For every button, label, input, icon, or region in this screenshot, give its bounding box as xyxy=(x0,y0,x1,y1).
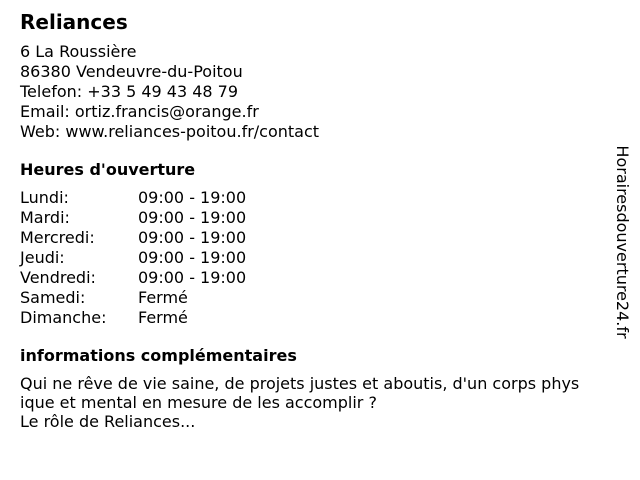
business-card xyxy=(20,10,600,431)
day-time: Fermé xyxy=(138,308,188,327)
address-line-street: 6 La Roussière xyxy=(20,42,137,61)
phone-line: Telefon: +33 5 49 43 48 79 xyxy=(20,82,239,101)
day-time: Fermé xyxy=(138,288,188,307)
hours-row-tuesday xyxy=(20,208,600,228)
day-time: 09:00 - 19:00 xyxy=(138,268,247,287)
day-time: 09:00 - 19:00 xyxy=(138,208,247,227)
day-label: Lundi: xyxy=(20,188,69,207)
hours-row-saturday xyxy=(20,288,600,308)
day-time: 09:00 - 19:00 xyxy=(138,188,247,207)
day-label: Samedi: xyxy=(20,288,86,307)
hours-row-wednesday xyxy=(20,228,600,248)
address-line-city: 86380 Vendeuvre-du-Poitou xyxy=(20,62,243,81)
hours-row-friday xyxy=(20,268,600,288)
site-watermark: Horairesdouverture24.fr xyxy=(613,145,632,339)
day-label: Vendredi: xyxy=(20,268,96,287)
business-name: Reliances xyxy=(20,10,128,34)
hours-table xyxy=(20,188,600,328)
hours-row-thursday xyxy=(20,248,600,268)
day-label: Mardi: xyxy=(20,208,70,227)
info-description: Qui ne rêve de vie saine, de projets justes et aboutis, d'un corps physique et mental en mesure de les accomplir ? Le rôle de Reliances... xyxy=(20,374,580,431)
hours-heading: Heures d'ouverture xyxy=(20,160,196,179)
day-time: 09:00 - 19:00 xyxy=(138,248,247,267)
day-label: Jeudi: xyxy=(20,248,65,267)
day-label: Dimanche: xyxy=(20,308,107,327)
web-line: Web: www.reliances-poitou.fr/contact xyxy=(20,122,320,141)
info-heading: informations complémentaires xyxy=(20,346,297,365)
day-time: 09:00 - 19:00 xyxy=(138,228,247,247)
hours-row-sunday xyxy=(20,308,600,328)
day-label: Mercredi: xyxy=(20,228,95,247)
hours-row-monday xyxy=(20,188,600,208)
email-line: Email: ortiz.francis@orange.fr xyxy=(20,102,259,121)
